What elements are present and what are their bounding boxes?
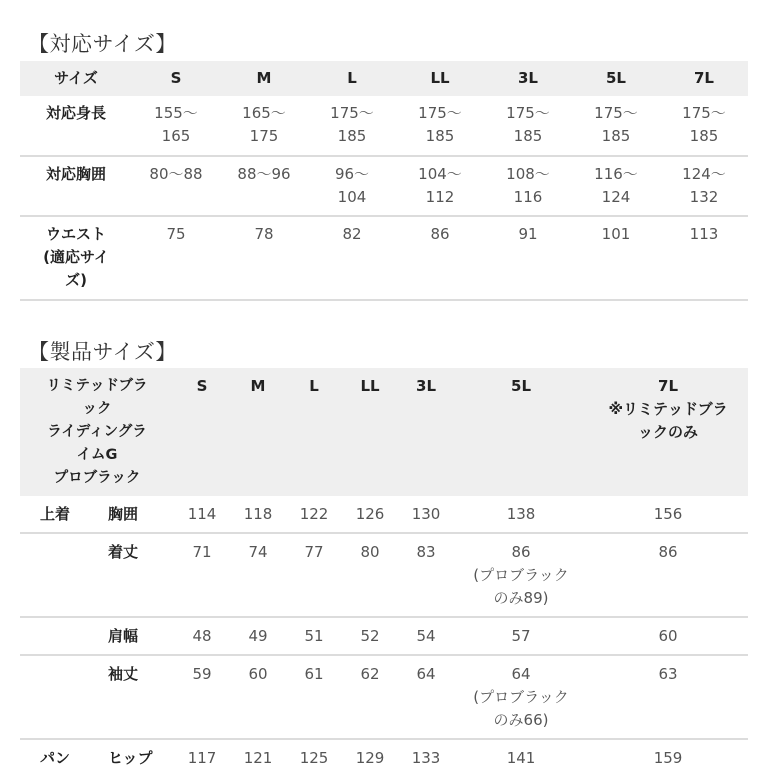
cell: 60 — [248, 665, 268, 683]
cell: 175〜 185 — [330, 104, 374, 145]
cell: 77 — [304, 543, 324, 561]
cell: 49 — [248, 627, 268, 645]
cell: 130 — [411, 505, 441, 523]
table-row — [20, 739, 748, 776]
cell: 78 — [254, 225, 274, 243]
cell: 122 — [299, 505, 329, 523]
row-label: ヒップ — [108, 749, 153, 767]
section-title-product-sizes: 【製品サイズ】 — [28, 340, 177, 364]
cell: 60 — [658, 627, 678, 645]
cell: 133 — [411, 749, 441, 767]
cell: 116〜 124 — [594, 165, 638, 206]
cell: 86 (プロブラック のみ89) — [473, 543, 569, 607]
group-label-jacket: 上着 — [40, 505, 71, 523]
cell: 155〜 165 — [154, 104, 198, 145]
cell: 59 — [192, 665, 212, 683]
cell: 61 — [304, 665, 324, 683]
cell: 80 — [360, 543, 380, 561]
cell: 159 — [653, 749, 683, 767]
group-spacer — [20, 655, 104, 739]
cell: 75 — [166, 225, 186, 243]
size-header: S — [196, 377, 208, 395]
cell: 118 — [243, 505, 273, 523]
table-row — [20, 655, 748, 739]
size-header: S — [170, 69, 182, 87]
cell: 91 — [518, 225, 538, 243]
cell: 54 — [416, 627, 436, 645]
group-spacer — [20, 533, 104, 617]
row-label: 対応胸囲 — [45, 165, 106, 183]
size-header-label: サイズ — [54, 69, 98, 87]
cell: 57 — [511, 627, 531, 645]
table-row — [20, 617, 748, 655]
product-size-table — [20, 368, 748, 776]
cell: 129 — [355, 749, 385, 767]
cell: 86 — [658, 543, 678, 561]
cell: 51 — [304, 627, 324, 645]
cell: 138 — [506, 505, 536, 523]
cell: 80〜88 — [149, 165, 203, 183]
cell: 108〜 116 — [506, 165, 550, 206]
size-header: 5L — [606, 69, 626, 87]
cell: 96〜 104 — [334, 165, 370, 206]
size-header: M — [256, 69, 272, 87]
size-header: L — [309, 377, 319, 395]
group-label-pants: パン — [40, 749, 71, 767]
table-header-row — [20, 61, 748, 96]
cell: 125 — [299, 749, 329, 767]
cell: 88〜96 — [237, 165, 291, 183]
size-header: L — [347, 69, 357, 87]
size-header: LL — [430, 69, 450, 87]
cell: 83 — [416, 543, 436, 561]
cell: 74 — [248, 543, 268, 561]
cell: 64 (プロブラック のみ66) — [473, 665, 569, 729]
cell: 156 — [653, 505, 683, 523]
table-row — [20, 496, 748, 533]
size-header: 7L ※リミテッドブラ ックのみ — [608, 377, 728, 441]
cell: 86 — [430, 225, 450, 243]
section-title-supported-sizes: 【対応サイズ】 — [28, 32, 177, 56]
group-spacer — [20, 617, 104, 655]
size-header: 3L — [518, 69, 538, 87]
cell: 117 — [187, 749, 217, 767]
cell: 64 — [416, 665, 436, 683]
cell: 63 — [658, 665, 678, 683]
row-label: ウエスト (適応サイ ズ) — [43, 225, 109, 289]
cell: 48 — [192, 627, 212, 645]
cell: 104〜 112 — [418, 165, 462, 206]
size-header: 3L — [416, 377, 437, 395]
cell: 175〜 185 — [594, 104, 638, 145]
cell: 175〜 185 — [682, 104, 726, 145]
size-header: 7L — [694, 69, 714, 87]
row-label: 対応身長 — [45, 104, 106, 122]
cell: 62 — [360, 665, 380, 683]
row-label: 着丈 — [108, 543, 139, 561]
supported-size-table — [20, 61, 748, 301]
cell: 71 — [192, 543, 212, 561]
cell: 101 — [601, 225, 631, 243]
cell: 175〜 185 — [418, 104, 462, 145]
row-label: 胸囲 — [108, 505, 139, 523]
size-header: M — [250, 377, 266, 395]
size-header: 5L — [511, 377, 532, 395]
cell: 113 — [689, 225, 719, 243]
cell: 175〜 185 — [506, 104, 550, 145]
cell: 141 — [506, 749, 536, 767]
table-row — [20, 96, 748, 156]
row-label: 袖丈 — [108, 665, 139, 683]
table-row — [20, 156, 748, 216]
size-header: LL — [360, 377, 380, 395]
cell: 82 — [342, 225, 362, 243]
row-label: 肩幅 — [108, 627, 139, 645]
model-header-label: リミテッドブラ ック ライディングラ イムG プロブラック — [46, 378, 148, 486]
cell: 165〜 175 — [242, 104, 286, 145]
cell: 126 — [355, 505, 385, 523]
cell: 114 — [187, 505, 217, 523]
table-row — [20, 533, 748, 617]
cell: 52 — [360, 627, 380, 645]
table-row — [20, 216, 748, 300]
table-header-row — [20, 368, 748, 496]
cell: 121 — [243, 749, 273, 767]
cell: 124〜 132 — [682, 165, 726, 206]
